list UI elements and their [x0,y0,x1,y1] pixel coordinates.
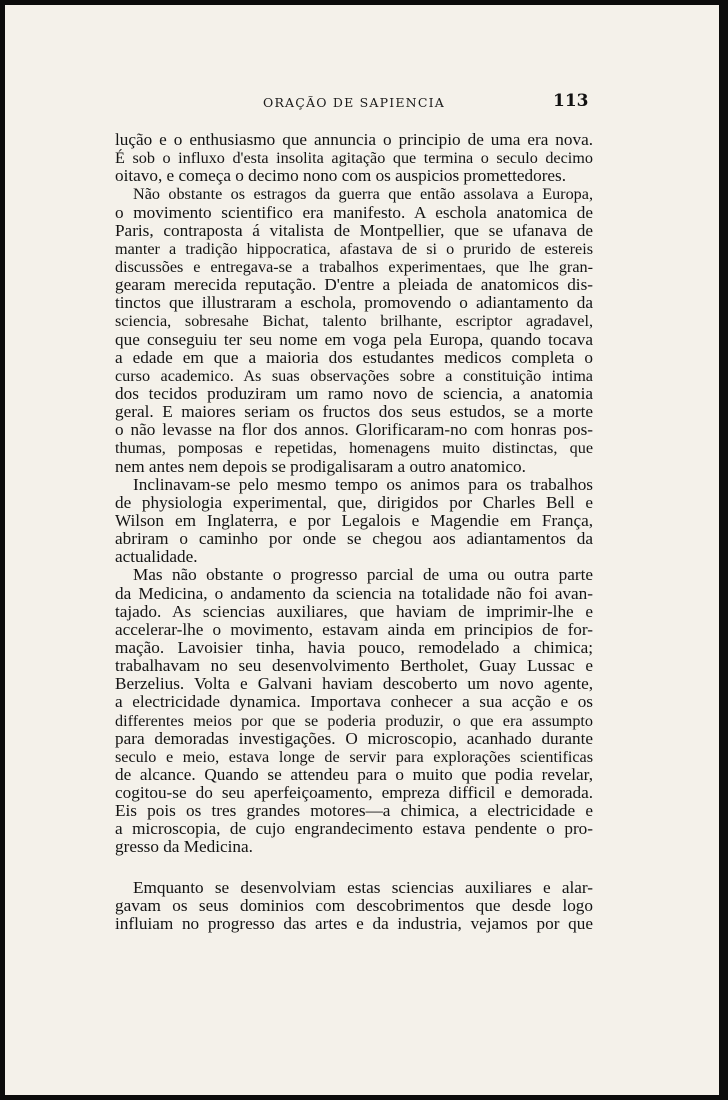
paragraph [115,131,593,185]
text-line: cogitou-se do seu aperfeiçoamento, empreza difficil e demorada. [115,783,593,803]
text-line: Inclinavam-se pelo mesmo tempo os animos para os trabalhos [133,474,593,494]
text-line: curso academico. As suas observações sobre a constituição intima [115,366,593,385]
text-line: sciencia, sobresahe Bichat, talento brilhante, escriptor agradavel, [115,312,593,331]
text-line: discussões e entregava-se a trabalhos experimentaes, que lhe gran- [115,257,593,276]
page-number: 113 [553,91,589,111]
paragraph [115,566,593,856]
text-line: de alcance. Quando se attendeu para o muito que podia revelar, [115,764,593,784]
text-line: a electricidade dynamica. Importava conhecer a sua acção e os [115,692,593,712]
text-line: Wilson em Inglaterra, e por Legalois e Magendie em França, [115,510,593,530]
text-line: manter a tradição hippocratica, afastava de si o prurido de estereis [115,239,593,258]
text-line: o não levasse na flor dos annos. Glorificaram-no com honras pos- [115,420,593,440]
text-line: tajado. As sciencias auxiliares, que haviam de imprimir-lhe e [115,601,593,621]
text-line: que conseguiu ter seu nome em voga pela Europa, quando tocava [115,329,593,349]
text-line: Emquanto se desenvolviam estas sciencias auxiliares e alar- [133,877,593,897]
text-line: Paris, contraposta á vitalista de Montpellier, que se ufanava de [115,220,593,240]
text-line: lução e o enthusiasmo que annuncia o principio de uma era nova. [115,130,593,149]
text-line: thumas, pomposas e repetidas, homenagens muito distinctas, que [115,439,593,458]
body-text [115,131,593,933]
text-line: dos tecidos produziram um ramo novo de sciencia, a anatomia [115,383,593,403]
text-line: Berzelius. Volta e Galvani haviam descoberto um novo agente, [115,674,593,694]
text-line: gavam os seus dominios com descobrimentos que desde logo [115,895,593,915]
text-line: influiam no progresso das artes e da industria, vejamos por que [115,913,593,933]
text-line: Não obstante os estragos da guerra que então assolava a Europa, [133,185,593,204]
paragraph [115,879,593,933]
text-line: a edade em que a maioria dos estudantes medicos completa o [115,347,593,367]
running-head: ORAÇÃO DE SAPIENCIA [263,95,445,110]
text-line: a microscopia, de cujo engrandecimento estava pendente o pro- [115,819,593,839]
text-line: gearam merecida reputação. D'entre a pleiada de anatomicos dis- [115,275,593,295]
text-line: differentes meios por que se poderia produzir, o que era assumpto [115,711,593,730]
text-line: Mas não obstante o progresso parcial de uma ou outra parte [133,565,593,585]
text-line: tinctos que illustraram a eschola, promovendo o adiantamento da [115,293,593,313]
text-line: seculo e meio, estava longe de servir para explorações scientificas [115,747,593,766]
text-line: oitavo, e começa o decimo nono com os auspicios promettedores. [115,166,567,186]
text-line: de physiologia experimental, que, dirigidos por Charles Bell e [115,492,593,512]
text-line: para demoradas investigações. O microscopio, acanhado durante [115,728,593,748]
paragraph-gap [115,857,593,879]
text-line: o movimento scientifico era manifesto. A eschola anatomica de [115,202,593,222]
text-line: gresso da Medicina. [115,837,253,857]
text-line: É sob o influxo d'esta insolita agitação que termina o seculo decimo [115,149,593,168]
text-line: actualidade. [115,547,198,567]
text-line: da Medicina, o andamento da sciencia na totalidade não foi avan- [115,583,593,603]
text-line: geral. E maiores seriam os fructos dos seus estudos, se a morte [115,402,593,422]
text-line: trabalhavam no seu desenvolvimento Bertholet, Guay Lussac e [115,656,593,676]
text-line: accelerar-lhe o movimento, estavam ainda em principios de for- [115,619,593,639]
paragraph [115,476,593,567]
paragraph [115,185,593,475]
text-line: Eis pois os tres grandes motores—a chimica, a electricidade e [115,801,593,821]
text-line: nem antes nem depois se prodigalisaram a outro anatomico. [115,456,526,476]
text-line: abriram o caminho por onde se chegou aos adiantamentos da [115,529,593,549]
page-header [5,91,728,113]
text-line: mação. Lavoisier tinha, havia pouco, remodelado a chimica; [115,637,593,657]
